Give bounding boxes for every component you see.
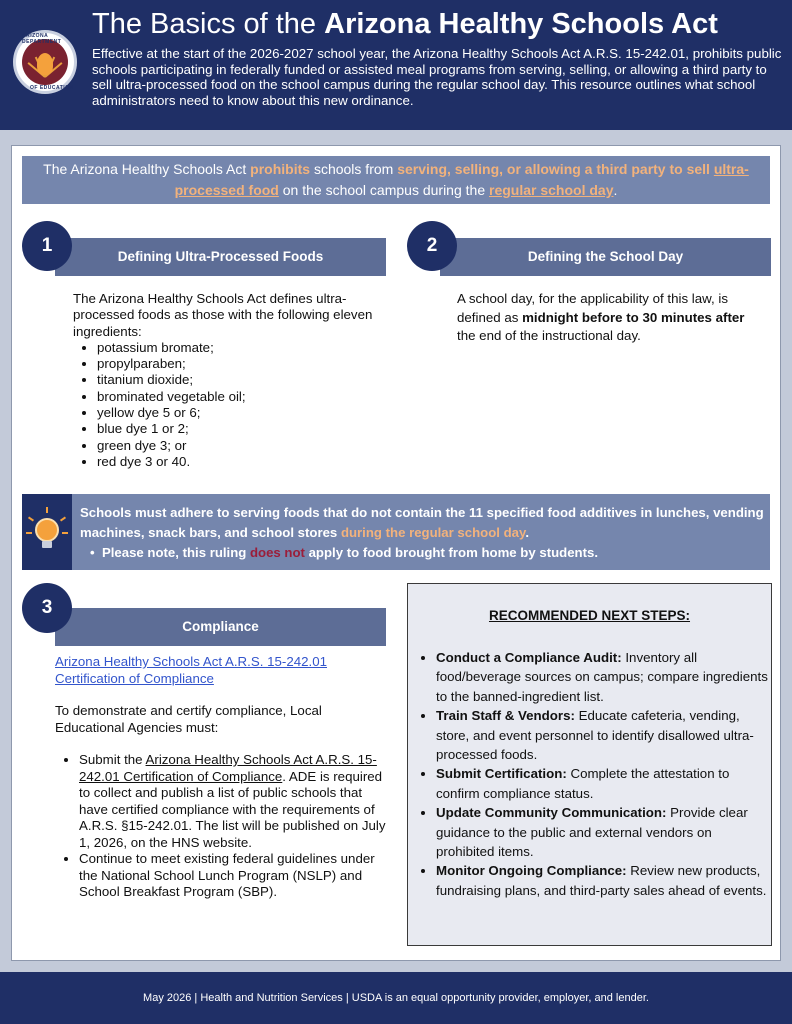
footer: May 2026 | Health and Nutrition Services | USDA is an equal opportunity provider, employer, and lender. <box>0 972 792 1024</box>
callout-note: • Please note, this ruling does not apply to food brought from home by students. <box>90 545 598 560</box>
ingredient-list <box>97 340 373 470</box>
list-item: • blue dye 1 or 2; <box>97 421 373 437</box>
section-2-number: 2 <box>407 221 457 271</box>
list-item: • Continue to meet existing federal guidelines under the National School Lunch Program (NSLP) and School Breakfast Program (SBP). <box>79 851 390 901</box>
list-item: • brominated vegetable oil; <box>97 389 373 405</box>
list-item: • yellow dye 5 or 6; <box>97 405 373 421</box>
list-item: • propylparaben; <box>97 356 373 372</box>
compliance-list <box>79 752 390 901</box>
callout-box <box>22 494 770 570</box>
list-item: • Update Community Communication: Provide clear guidance to the public and external vendors on prohibited items. <box>436 803 768 861</box>
list-item: • Conduct a Compliance Audit: Inventory all food/beverage sources on campus; compare ingredients to the banned-ingredient list. <box>436 648 768 706</box>
main-panel <box>11 145 781 961</box>
callout-text: Schools must adhere to serving foods that do not contain the 11 specified food additives in lunches, vending machines, snack bars, and school stores during the regular school day. • Please note, this ruling does not apply to food brought from home by students. <box>80 503 766 563</box>
section-1-body <box>73 291 373 470</box>
summary-banner: The Arizona Healthy Schools Act prohibits schools from serving, selling, or allowing a third party to sell ultra-processed food on the school campus during the regular school day. <box>22 156 770 204</box>
list-item: • Train Staff & Vendors: Educate cafeteria, vending, store, and event personnel to identify disallowed ultra-processed foods. <box>436 706 768 764</box>
section-3-number: 3 <box>22 583 72 633</box>
list-item: • green dye 3; or <box>97 438 373 454</box>
intro-text: Effective at the start of the 2026-2027 school year, the Arizona Healthy Schools Act A.R.S. 15-242.01, prohibits public schools participating in federally funded or assisted meal programs from serving, selling, or allowing a third party to sell ultra-processed food on the school campus during the regular school day. This resource outlines what school administrators need to know about this new ordinance. <box>92 46 782 108</box>
section-3-intro: To demonstrate and certify compliance, Local Educational Agencies must: <box>55 703 322 735</box>
list-item: • titanium dioxide; <box>97 372 373 388</box>
next-steps-title: RECOMMENDED NEXT STEPS: <box>488 608 691 623</box>
ade-seal-logo <box>13 30 77 94</box>
lightbulb-icon <box>22 494 72 570</box>
section-1-number: 1 <box>22 221 72 271</box>
section-1-intro: The Arizona Healthy Schools Act defines ultra-processed foods as those with the following eleven ingredients: <box>73 291 373 339</box>
certification-link[interactable]: Arizona Healthy Schools Act A.R.S. 15-242.01 Certification of Compliance <box>55 654 328 686</box>
list-item: • Monitor Ongoing Compliance: Review new products, fundraising plans, and third-party sales ahead of events. <box>436 861 768 900</box>
section-2-heading: Defining the School Day <box>440 238 771 276</box>
header <box>0 0 792 130</box>
section-2-body: A school day, for the applicability of this law, is defined as midnight before to 30 minutes after the end of the instructional day. <box>457 291 745 343</box>
list-item: • red dye 3 or 40. <box>97 454 373 470</box>
list-item: • potassium bromate; <box>97 340 373 356</box>
list-item: • Submit the Arizona Healthy Schools Act A.R.S. 15-242.01 Certification of Compliance. ADE is required to collect and publish a list of public schools that have certified compliance with the requirements of A.R.S. §15-242.01. The list will be published on July 1, 2026, on the HNS website. <box>79 752 390 851</box>
title-bold: Arizona Healthy Schools Act <box>324 8 718 40</box>
section-3-body <box>55 654 390 901</box>
title-prefix: The Basics of the <box>92 8 325 40</box>
section-1-heading: Defining Ultra-Processed Foods <box>55 238 386 276</box>
seal-emblem-icon <box>22 39 68 85</box>
next-steps-box <box>407 583 772 946</box>
certification-inline-link[interactable]: Arizona Healthy Schools Act A.R.S. 15-242.01 Certification of Compliance <box>79 752 377 784</box>
section-3-heading: Compliance <box>55 608 386 646</box>
page-title <box>92 8 718 41</box>
next-steps-list <box>436 648 768 900</box>
seal-text-bottom: OF EDUCATION <box>30 85 74 91</box>
seal-text-top: ARIZONA DEPARTMENT <box>22 33 62 45</box>
list-item: • Submit Certification: Complete the attestation to confirm compliance status. <box>436 764 768 803</box>
